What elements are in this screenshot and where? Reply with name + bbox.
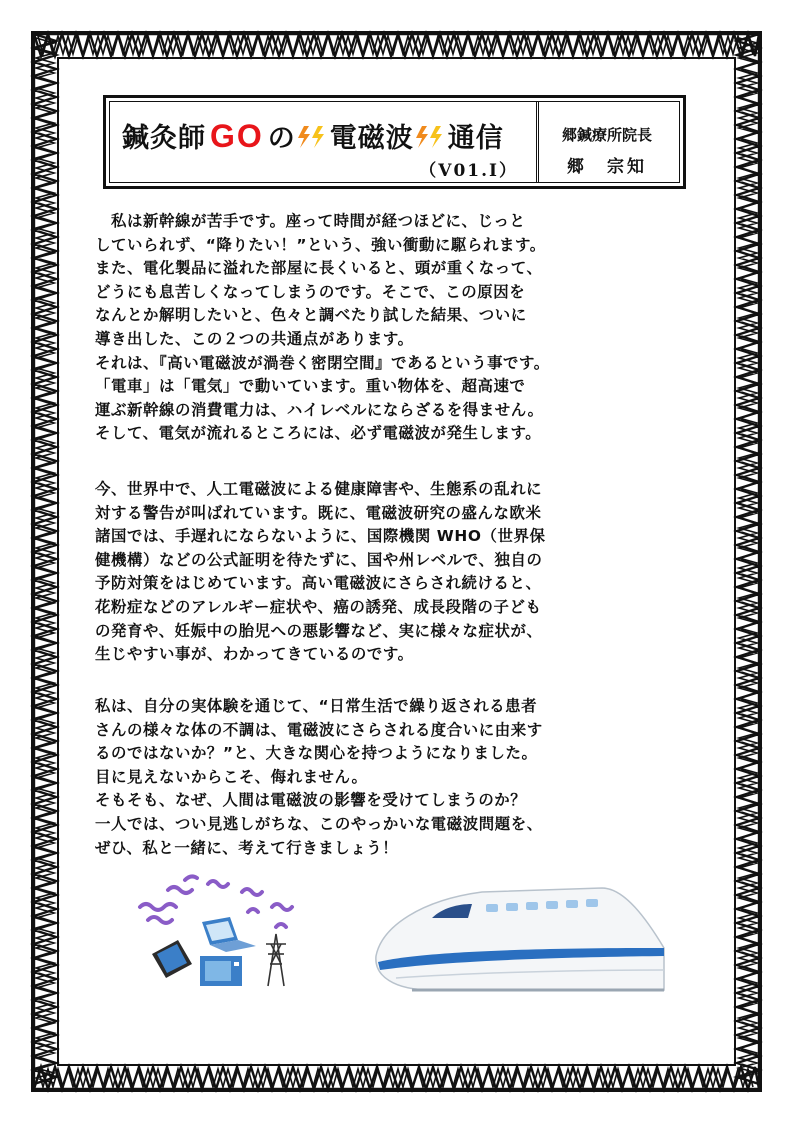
newsletter-header [103, 95, 686, 189]
paragraph-2 [95, 478, 695, 667]
text-line: そもそも、なぜ、人間は電磁波の影響を受けてしまうのか？ [95, 791, 527, 810]
author-name: 郷 宗知 [567, 157, 647, 177]
text-line: そして、電気が流れるところには、必ず電磁波が発生します。 [95, 424, 542, 443]
text-line: また、電化製品に溢れた部屋に長くいると、頭が重くなって、 [95, 259, 543, 278]
text-line: るのではないか？”と、大きな関心を持つようになりました。 [95, 744, 538, 763]
author-title: 郷鍼療所院長 [561, 126, 652, 144]
title-suffix: 通信 [447, 123, 504, 154]
text-line: さんの様々な体の不調は、電磁波にさらされる度合いに由来す [95, 720, 543, 739]
text-line: 運ぶ新幹線の消費電力は、ハイレベルにならざるを得ません。 [95, 400, 544, 419]
text-line: 生じやすい事が、わかってきているのです。 [95, 645, 414, 664]
author-cell [535, 102, 679, 182]
text-line: ぜひ、私と一緒に、考えて行きましょう！ [95, 838, 399, 857]
text-line: どうにも息苦しくなってしまうのです。そこで、この原因を [95, 282, 526, 301]
text-line: 今、世界中で、人工電磁波による健康障害や、生態系の乱れに [95, 480, 543, 498]
text-line: それは、『高い電磁波が渦巻く密閉空間』であるという事です。 [95, 353, 550, 372]
text-line: 一人では、つい見逃しがちな、このやっかいな電磁波問題を、 [95, 814, 543, 833]
text-line: 導き出した、この２つの共通点があります。 [95, 329, 414, 348]
text-line: 花粉症などのアレルギー症状や、癌の誘発、成長段階の子ども [95, 597, 542, 616]
title-main: 電磁波 [329, 123, 414, 154]
text-line: 私は新幹線が苦手です。座って時間が経つほどに、じっと [95, 212, 526, 230]
title-go: GO [210, 118, 264, 154]
lightning-bolt-icon [296, 124, 330, 150]
text-line: 予防対策をはじめています。高い電磁波にさらされ続けると、 [95, 574, 542, 593]
paragraph-3 [95, 695, 695, 860]
text-line: していられず、“降りたい！”という、強い衝動に駆られます。 [95, 235, 546, 254]
text-line: 目に見えないからこそ、侮れません。 [95, 767, 368, 786]
title-no: の [267, 123, 296, 154]
text-line: なんとか解明したいと、色々と調べたり試した結果、ついに [95, 306, 527, 325]
lightning-bolt-icon [414, 124, 448, 150]
electronic-devices-illustration [130, 872, 330, 992]
text-line: 対する警告が叫ばれています。既に、電磁波研究の盛んな欧米 [95, 503, 542, 522]
volume-number: （V01.Ⅰ） [419, 161, 518, 181]
text-line: 「電車」は「電気」で動いています。重い物体を、超高速で [95, 377, 526, 396]
text-line: 諸国では、手遅れにならないように、国際機関 WHO（世界保 [95, 527, 546, 546]
title-cell [110, 102, 539, 182]
shinkansen-train-illustration [372, 878, 668, 996]
text-line: 健機構）などの公式証明を待たずに、国や州レベルで、独自の [95, 550, 543, 569]
paragraph-1 [95, 210, 695, 446]
newsletter-title [122, 116, 504, 155]
title-prefix: 鍼灸師 [122, 123, 206, 154]
text-line: 私は、自分の実体験を通じて、“日常生活で繰り返される患者 [95, 697, 538, 715]
text-line: の発育や、妊娠中の胎児への悪影響など、実に様々な症状が、 [95, 621, 543, 640]
